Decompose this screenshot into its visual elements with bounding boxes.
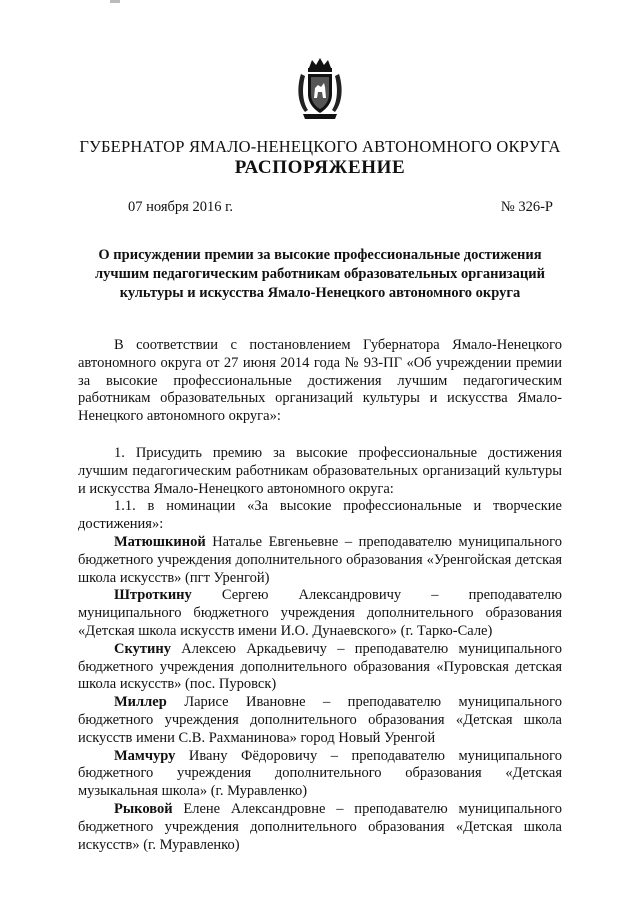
- document-title: О присуждении премии за высокие профессиональные достижения лучшим педагогическим работникам образовательных организаций культуры и искусства Ямало-Ненецкого автономного округа: [95, 247, 545, 301]
- awardee-details: Наталье Евгеньевне – преподавателю муниципального бюджетного учреждения дополнительного образования «Уренгойская детская школа искусств» (пгт Уренгой): [78, 533, 562, 586]
- awardee-details: Алексею Аркадьевичу – преподавателю муниципального бюджетного учреждения дополнительного образования «Пуровская детская школа искусств» (пос. Пуровск): [78, 640, 562, 693]
- awardee-details: Ивану Фёдоровичу – преподавателю муниципального бюджетного учреждения дополнительного образования «Детская музыкальная школа» (г. Муравленко): [78, 747, 562, 800]
- intro-paragraph: В соответствии с постановлением Губернатора Ямало-Ненецкого автономного округа от 27 июня 2014 года № 93-ПГ «Об учреждении премии за высокие профессиональные достижения лучшим педагогическим работникам образовательных организаций культуры и искусства Ямало-Ненецкого автономного округа»:: [78, 337, 562, 425]
- awardee-surname: Матюшкиной: [114, 533, 206, 550]
- awardee-details: Елене Александровне – преподавателю муниципального бюджетного учреждения дополнительного образования «Детская школа искусств» (г. Муравленко): [78, 800, 562, 853]
- awardee-surname: Рыковой: [114, 800, 173, 817]
- awardee-surname: Скутину: [114, 640, 171, 657]
- awardee-surname: Мамчуру: [114, 747, 176, 764]
- document-type: РАСПОРЯЖЕНИЕ: [234, 157, 406, 178]
- issuing-authority: ГУБЕРНАТОР ЯМАЛО-НЕНЕЦКОГО АВТОНОМНОГО ОКРУГА: [79, 137, 561, 156]
- awardee-paragraph: [78, 587, 562, 640]
- awardee-surname: Миллер: [114, 694, 167, 711]
- clause-1-1: 1.1. в номинации «За высокие профессиональные и творческие достижения»:: [78, 498, 562, 533]
- awardee-paragraph: [78, 694, 562, 747]
- awardee-paragraph: [78, 748, 562, 801]
- awardee-details: Ларисе Ивановне – преподавателю муниципального бюджетного учреждения дополнительного образования «Детская школа искусств имени С.В. Рахманинова» город Новый Уренгой: [78, 694, 562, 746]
- awardee-paragraph: [78, 801, 562, 854]
- document-number: № 326-Р: [500, 199, 553, 215]
- scan-artifact: [110, 0, 120, 3]
- awardee-surname: Штроткину: [114, 587, 192, 604]
- document-body: [78, 337, 562, 854]
- awardee-details: Сергею Александровичу – преподавателю муниципального бюджетного учреждения дополнительного образования «Детская школа искусств имени И.О. Дунаевского» (г. Тарко-Сале): [78, 587, 562, 639]
- coat-of-arms-icon: [295, 56, 345, 122]
- awardee-paragraph: [78, 534, 562, 587]
- document-date: 07 ноября 2016 г.: [128, 199, 234, 215]
- clause-1: 1. Присудить премию за высокие профессиональные достижения лучшим педагогическим работникам образовательных организаций культуры и искусства Ямало-Ненецкого автономного округа:: [78, 444, 562, 497]
- awardee-paragraph: [78, 641, 562, 694]
